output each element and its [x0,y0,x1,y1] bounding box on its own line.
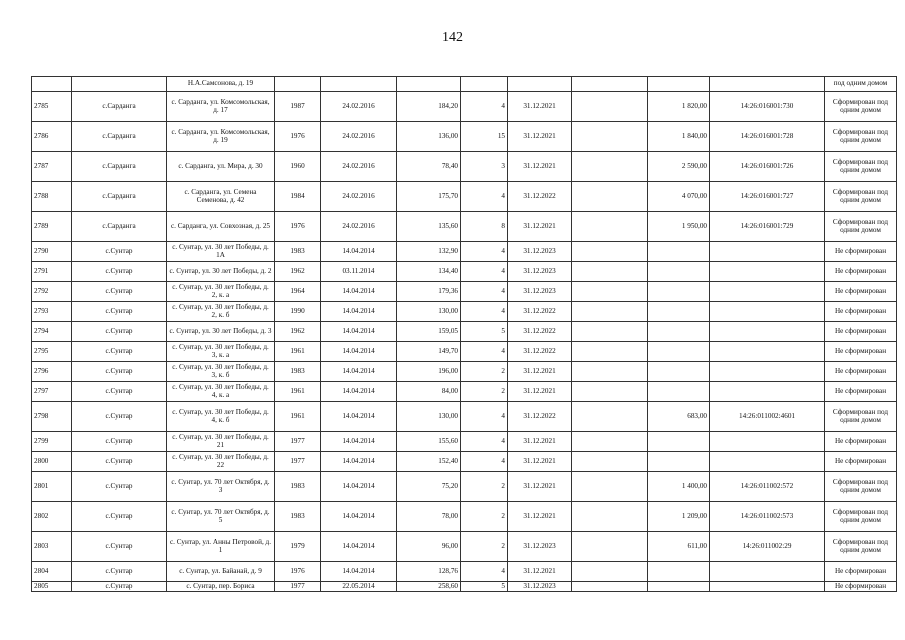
table-row [32,472,897,502]
table-cell: 14.04.2014 [321,362,397,382]
table-cell [648,432,710,452]
table-cell: 31.12.2021 [508,152,572,182]
table-cell: 1976 [275,122,321,152]
table-cell [572,262,648,282]
table-body [32,77,897,592]
table-cell: Не сформирован [825,282,897,302]
table-cell: 1977 [275,452,321,472]
table-cell: 14:26:011002:4601 [710,402,825,432]
table-cell: 1976 [275,562,321,582]
table-cell: 155,60 [397,432,461,452]
table-cell [572,122,648,152]
table-cell [710,562,825,582]
table-cell: 1962 [275,262,321,282]
table-cell: 2 [461,362,508,382]
table-row [32,212,897,242]
table-cell: с. Сунтар, ул. 70 лет Октября, д. 3 [167,472,275,502]
table-cell: с. Сунтар, ул. 30 лет Победы, д. 3, к. а [167,342,275,362]
table-cell: 4 [461,282,508,302]
table-cell [648,582,710,592]
table-cell: Не сформирован [825,342,897,362]
table-cell [710,242,825,262]
table-cell: с.Сунтар [72,452,167,472]
table-cell [572,472,648,502]
table-row [32,92,897,122]
table-cell: 31.12.2022 [508,182,572,212]
table-cell: Не сформирован [825,262,897,282]
table-cell: с.Сунтар [72,562,167,582]
table-cell: с. Сарданга, ул. Комсомольская, д. 17 [167,92,275,122]
table-cell: 24.02.2016 [321,182,397,212]
table-cell: с. Сунтар, ул. 30 лет Победы, д. 3, к. б [167,362,275,382]
table-cell: с.Сунтар [72,582,167,592]
table-cell: 31.12.2021 [508,562,572,582]
table-cell: 2805 [32,582,72,592]
table-cell: 14:26:011002:572 [710,472,825,502]
table-cell: с. Сунтар, ул. 70 лет Октября, д. 5 [167,502,275,532]
table-row [32,77,897,92]
table-row [32,402,897,432]
table-cell: 4 070,00 [648,182,710,212]
table-cell: 31.12.2021 [508,212,572,242]
table-cell: 5 [461,322,508,342]
table-cell: 31.12.2021 [508,472,572,502]
table-cell: 2802 [32,502,72,532]
table-cell [648,382,710,402]
table-cell: с.Сунтар [72,262,167,282]
table-cell [572,562,648,582]
table-cell: Сформирован под одним домом [825,122,897,152]
table-cell: 1979 [275,532,321,562]
table-cell: 14:26:016001:728 [710,122,825,152]
table-cell: 683,00 [648,402,710,432]
table-cell: с.Сунтар [72,362,167,382]
table-cell: 14.04.2014 [321,562,397,582]
table-cell: с. Сунтар, ул. 30 лет Победы, д. 4, к. а [167,382,275,402]
table-row [32,362,897,382]
table-cell: 31.12.2023 [508,262,572,282]
table-cell [508,77,572,92]
table-cell: 1983 [275,242,321,262]
table-cell [572,212,648,242]
table-cell [710,582,825,592]
table-cell: под одним домом [825,77,897,92]
table-cell [572,152,648,182]
table-cell [710,432,825,452]
table-cell: 31.12.2021 [508,382,572,402]
table-cell: с.Сунтар [72,532,167,562]
table-cell: Сформирован под одним домом [825,212,897,242]
table-cell [648,362,710,382]
table-cell: 31.12.2023 [508,582,572,592]
table-cell: 2801 [32,472,72,502]
table-cell: с.Сунтар [72,502,167,532]
table-cell [710,342,825,362]
table-row [32,502,897,532]
table-cell: 2790 [32,242,72,262]
table-cell: 2791 [32,262,72,282]
table-row [32,122,897,152]
table-cell: 14.04.2014 [321,302,397,322]
table-cell: Сформирован под одним домом [825,402,897,432]
table-cell: 1983 [275,502,321,532]
table-cell [572,302,648,322]
table-row [32,532,897,562]
table-cell: 1976 [275,212,321,242]
table-cell: Не сформирован [825,302,897,322]
table-cell [397,77,461,92]
table-cell [648,452,710,472]
table-cell [710,302,825,322]
table-cell: с. Сунтар, ул. 30 лет Победы, д. 3 [167,322,275,342]
table-cell [648,342,710,362]
table-cell: Не сформирован [825,432,897,452]
table-cell [572,582,648,592]
table-cell: с. Сунтар, ул. 30 лет Победы, д. 4, к. б [167,402,275,432]
table-cell: 1960 [275,152,321,182]
table-cell: с. Сунтар, пер. Борисa [167,582,275,592]
table-cell: 24.02.2016 [321,152,397,182]
table-cell: Не сформирован [825,562,897,582]
table-cell: Не сформирован [825,382,897,402]
table-row [32,242,897,262]
table-cell: с. Сарданга, ул. Семена Семенова, д. 42 [167,182,275,212]
table-cell: с.Сунтар [72,342,167,362]
table-cell: 14.04.2014 [321,382,397,402]
table-cell: с.Сарданга [72,122,167,152]
table-cell: 1 950,00 [648,212,710,242]
table-cell: Сформирован под одним домом [825,502,897,532]
table-cell: с. Сунтар, ул. Анны Петровой, д. 1 [167,532,275,562]
table-cell: 1 820,00 [648,92,710,122]
table-cell: 4 [461,302,508,322]
table-cell: Не сформирован [825,582,897,592]
table-cell: 152,40 [397,452,461,472]
table-cell [648,322,710,342]
table-cell [572,502,648,532]
table-cell: Н.А.Самсонова, д. 19 [167,77,275,92]
table-cell: 1961 [275,382,321,402]
table-cell: с.Сунтар [72,322,167,342]
table-cell: 14:26:016001:727 [710,182,825,212]
table-cell [648,282,710,302]
table-cell: с.Сунтар [72,402,167,432]
table-cell: с. Сарданга, ул. Совхозная, д. 25 [167,212,275,242]
table-cell: 149,70 [397,342,461,362]
table-cell [572,92,648,122]
table-cell: 3 [461,152,508,182]
table-cell [572,182,648,212]
table-cell: 14.04.2014 [321,502,397,532]
table-cell: 14.04.2014 [321,322,397,342]
table-cell [648,242,710,262]
table-cell: 4 [461,562,508,582]
table-cell [572,532,648,562]
table-cell [710,362,825,382]
table-cell [710,282,825,302]
table-cell: 159,05 [397,322,461,342]
table-cell: 24.02.2016 [321,122,397,152]
table-cell: 258,60 [397,582,461,592]
table-cell: с.Сунтар [72,472,167,502]
table-cell [710,77,825,92]
table-cell [572,402,648,432]
table-cell: 1984 [275,182,321,212]
table-cell: 31.12.2021 [508,432,572,452]
table-cell: 14.04.2014 [321,472,397,502]
table-cell: 196,00 [397,362,461,382]
table-cell [710,382,825,402]
table-cell: 31.12.2022 [508,342,572,362]
table-cell: 14.04.2014 [321,282,397,302]
table-cell: 2800 [32,452,72,472]
table-cell [648,77,710,92]
table-row [32,452,897,472]
table-cell [572,242,648,262]
table-cell: 31.12.2021 [508,92,572,122]
table-cell: 136,00 [397,122,461,152]
table-cell: 14.04.2014 [321,432,397,452]
table-cell: с. Сунтар, ул. 30 лет Победы, д. 2, к. б [167,302,275,322]
table-cell: с.Сунтар [72,242,167,262]
table-cell: 1 840,00 [648,122,710,152]
table-cell: 1977 [275,432,321,452]
table-cell: 128,76 [397,562,461,582]
table-cell: 2792 [32,282,72,302]
table-cell: 179,36 [397,282,461,302]
table-cell: 31.12.2022 [508,302,572,322]
table-cell: Сформирован под одним домом [825,532,897,562]
table-cell [72,77,167,92]
table-cell: 31.12.2023 [508,532,572,562]
table-cell: 184,20 [397,92,461,122]
table-cell: 31.12.2022 [508,402,572,432]
table-cell: 78,40 [397,152,461,182]
table-cell: с. Сунтар, ул. 30 лет Победы, д. 1А [167,242,275,262]
table-cell: 14.04.2014 [321,342,397,362]
table-row [32,342,897,362]
table-cell: 1990 [275,302,321,322]
table-cell: 2794 [32,322,72,342]
table-cell: 1977 [275,582,321,592]
table-cell: 24.02.2016 [321,92,397,122]
table-cell: 84,00 [397,382,461,402]
table-cell: 24.02.2016 [321,212,397,242]
table-cell: 4 [461,402,508,432]
table-cell: 31.12.2023 [508,242,572,262]
table-cell: 1983 [275,472,321,502]
table-row [32,322,897,342]
table-row [32,562,897,582]
table-cell [572,342,648,362]
table-cell: 14.04.2014 [321,402,397,432]
table-cell: Сформирован под одним домом [825,182,897,212]
table-cell: 4 [461,452,508,472]
table-row [32,582,897,592]
table-cell: 2 590,00 [648,152,710,182]
table-cell: с.Сунтар [72,382,167,402]
table-cell: 1962 [275,322,321,342]
table-cell [710,322,825,342]
table-cell: с.Сунтар [72,302,167,322]
table-cell: с.Сарданга [72,92,167,122]
table-row [32,282,897,302]
table-cell: 1987 [275,92,321,122]
table-cell: 1983 [275,362,321,382]
table-cell [572,452,648,472]
table-cell: 4 [461,432,508,452]
table-cell: 22.05.2014 [321,582,397,592]
table-cell: 2 [461,532,508,562]
table-cell: 14.04.2014 [321,242,397,262]
table-cell: Не сформирован [825,322,897,342]
table-cell: 1961 [275,402,321,432]
table-cell: 14:26:011002:573 [710,502,825,532]
table-cell: 2786 [32,122,72,152]
table-cell: с. Сарданга, ул. Мира, д. 30 [167,152,275,182]
table-cell: 75,20 [397,472,461,502]
table-cell: 14:26:016001:730 [710,92,825,122]
table-cell [572,432,648,452]
table-cell: 2 [461,382,508,402]
table-cell: 96,00 [397,532,461,562]
table-cell: 132,90 [397,242,461,262]
table-cell: 2803 [32,532,72,562]
table-cell: Сформирован под одним домом [825,92,897,122]
table-cell: 2799 [32,432,72,452]
table-cell: 31.12.2023 [508,282,572,302]
table-cell: Не сформирован [825,362,897,382]
table-row [32,262,897,282]
table-cell: 2797 [32,382,72,402]
table-row [32,152,897,182]
table-cell [572,362,648,382]
table-cell [321,77,397,92]
table-cell: с.Сарданга [72,212,167,242]
table-cell: с. Сунтар, ул. Байанай, д. 9 [167,562,275,582]
table-cell [710,452,825,472]
table-cell: Сформирован под одним домом [825,152,897,182]
table-cell: с.Сунтар [72,432,167,452]
table-row [32,432,897,452]
table-cell: 134,40 [397,262,461,282]
table-cell [572,382,648,402]
table-cell: 03.11.2014 [321,262,397,282]
table-cell: 2804 [32,562,72,582]
table-cell: 2795 [32,342,72,362]
table-row [32,182,897,212]
table-cell: 1964 [275,282,321,302]
table-cell: 135,60 [397,212,461,242]
table-cell [572,77,648,92]
table-cell [461,77,508,92]
table-cell: 15 [461,122,508,152]
table-cell: с. Сунтар, ул. 30 лет Победы, д. 2 [167,262,275,282]
table-cell: 4 [461,262,508,282]
table-cell: 4 [461,92,508,122]
table-cell: 14.04.2014 [321,532,397,562]
table-cell: 31.12.2021 [508,362,572,382]
table-cell: 14:26:011002:29 [710,532,825,562]
table-cell [648,262,710,282]
table-cell: 78,00 [397,502,461,532]
table-cell: 611,00 [648,532,710,562]
page-number: 142 [442,30,463,45]
table-cell [648,302,710,322]
table-cell: 31.12.2022 [508,322,572,342]
table-cell: 2796 [32,362,72,382]
table-row [32,382,897,402]
table-cell: с. Сунтар, ул. 30 лет Победы, д. 2, к. а [167,282,275,302]
table-cell: 5 [461,582,508,592]
table-cell: 31.12.2021 [508,502,572,532]
table-cell: 4 [461,342,508,362]
table-cell [572,282,648,302]
table-cell [572,322,648,342]
table-cell: 2788 [32,182,72,212]
table-cell: 2793 [32,302,72,322]
table-cell: с. Сунтар, ул. 30 лет Победы, д. 22 [167,452,275,472]
table-cell: 1 400,00 [648,472,710,502]
table-cell: 4 [461,242,508,262]
table-cell: 2 [461,502,508,532]
table-cell: 130,00 [397,402,461,432]
table-cell: с.Сунтар [72,282,167,302]
table-cell: 14:26:016001:729 [710,212,825,242]
table-cell: 130,00 [397,302,461,322]
table-cell: с.Сарданга [72,152,167,182]
table-cell: 31.12.2021 [508,452,572,472]
table-cell: 1 209,00 [648,502,710,532]
table-cell [710,262,825,282]
table-cell: 31.12.2021 [508,122,572,152]
table-cell: 2787 [32,152,72,182]
table-cell: 175,70 [397,182,461,212]
table-cell: 1961 [275,342,321,362]
table-cell: 8 [461,212,508,242]
table-cell [275,77,321,92]
table-cell: Сформирован под одним домом [825,472,897,502]
register-table [31,76,897,592]
table-cell: 4 [461,182,508,212]
table-cell [32,77,72,92]
table-cell: 2798 [32,402,72,432]
table-cell [648,562,710,582]
table-cell: с.Сарданга [72,182,167,212]
table-cell: Не сформирован [825,452,897,472]
table-cell: с. Сарданга, ул. Комсомольская, д. 19 [167,122,275,152]
table-cell: Не сформирован [825,242,897,262]
table-row [32,302,897,322]
table-cell: 14.04.2014 [321,452,397,472]
table-cell: 2 [461,472,508,502]
table-cell: 2785 [32,92,72,122]
table-cell: с. Сунтар, ул. 30 лет Победы, д. 21 [167,432,275,452]
table-cell: 14:26:016001:726 [710,152,825,182]
table-cell: 2789 [32,212,72,242]
